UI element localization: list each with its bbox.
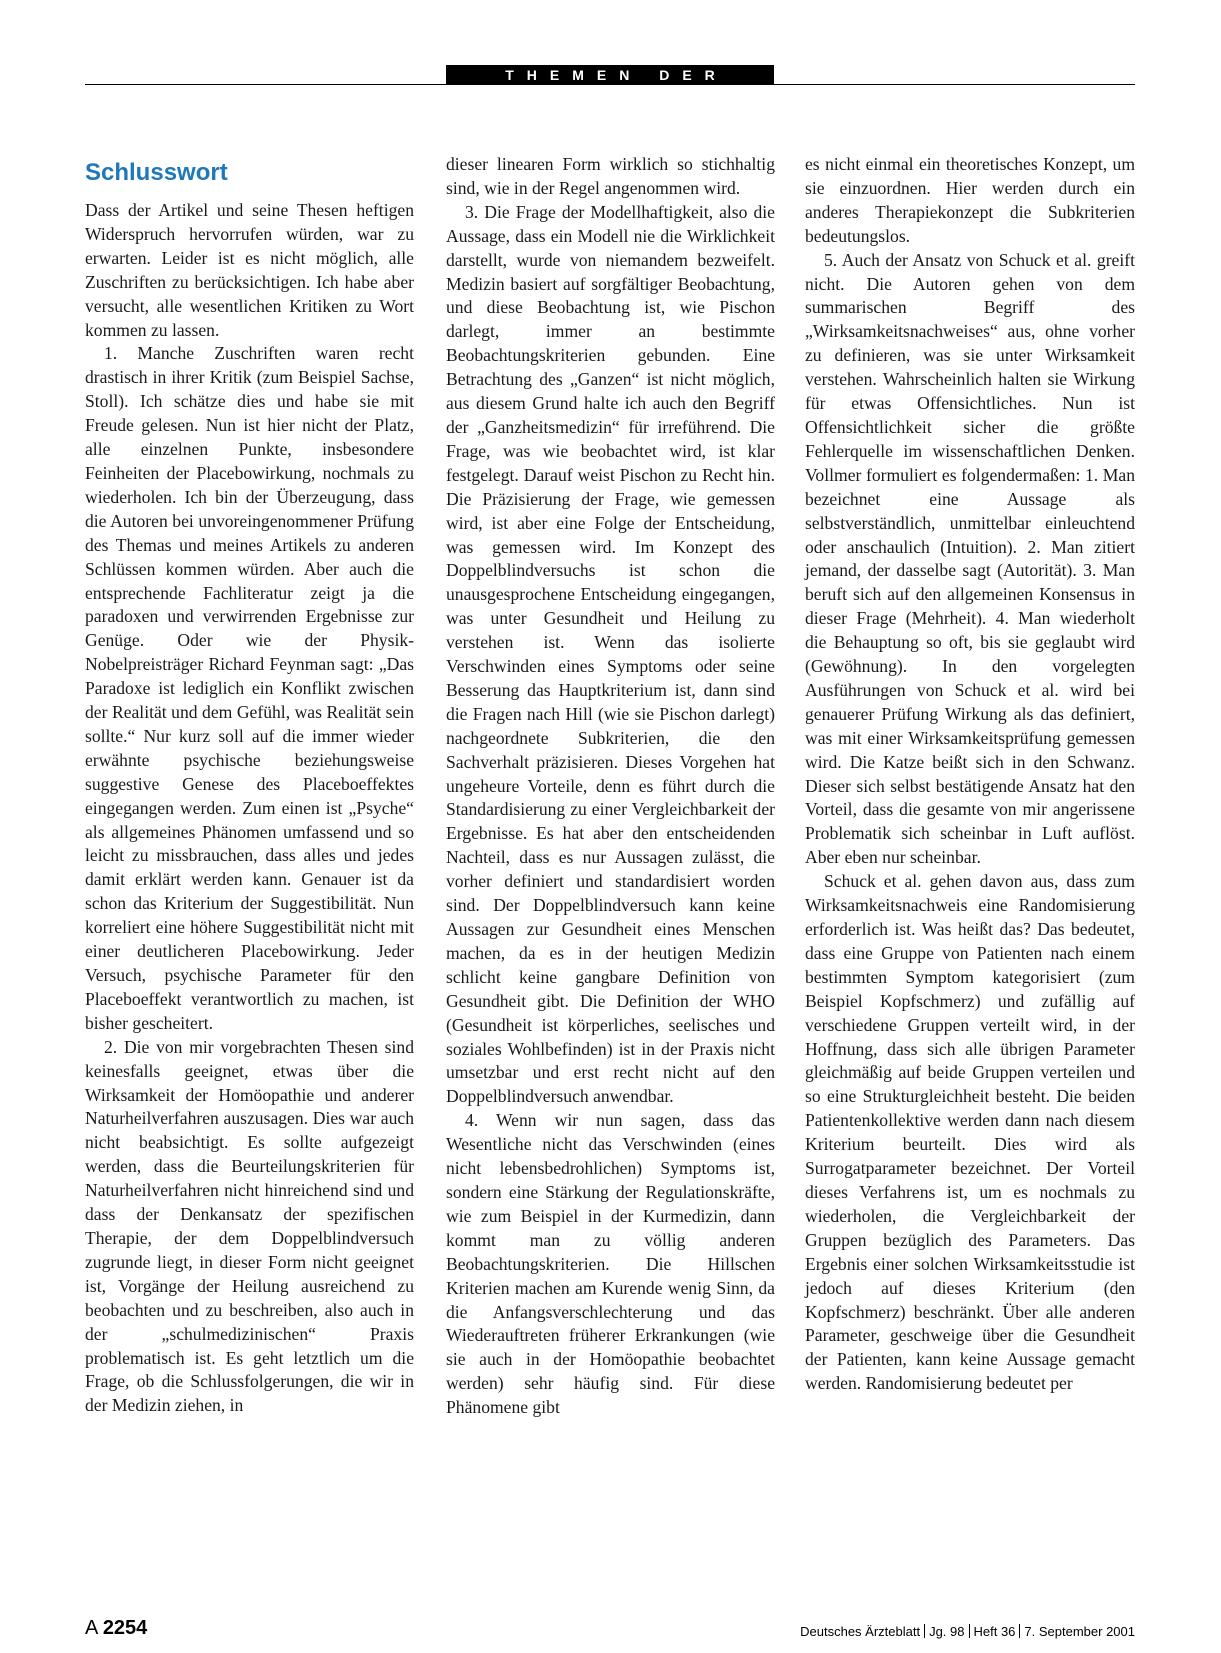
section-header-band: THEMEN DER ZEIT <box>446 65 774 85</box>
paragraph: 3. Die Frage der Modellhaftigkeit, also die Aussage, dass ein Modell nie die Wirklichkeit darstellt, wurde von niemandem bezweifelt. Medizin basiert auf sorgfältiger Beobachtung, und diese Beobachtung ist, wie Pischon darlegt, immer an bestimmte Beobachtungskriterien gebunden. Eine Betrachtung des „Ganzen“ ist nicht möglich, aus diesem Grund halte ich auch den Begriff der „Ganzheitsmedizin“ für irreführend. Die Frage, was wie beobachtet wird, ist klar festgelegt. Darauf weist Pischon zu Recht hin. Die Präzisierung der Frage, wie gemessen wird, ist aber eine Folge der Entscheidung, was gemessen wird. Im Konzept des Doppelblindversuchs ist schon die unausgesprochene Entscheidung eingegangen, was unter Gesundheit und Heilung zu verstehen ist. Wenn das isolierte Verschwinden eines Symptoms oder seine Besserung das Hauptkriterium ist, dann sind die Fragen nach Hill (wie sie Pischon darlegt) nachgeordnete Subkriterien, die den Sachverhalt präzisieren. Dieses Vorgehen hat ungeheure Vorteile, denn es führt durch die Standardisierung zu einer Vergleichbarkeit der Ergebnisse. Es hat aber den entscheidenden Nachteil, dass es nur Aussagen zulässt, die vorher definiert und standardisiert worden sind. Der Doppelblindversuch kann keine Aussagen zur Gesundheit eines Menschen machen, da es in der heutigen Medizin schlicht keine gangbare Definition von Gesundheit gibt. Die Definition der WHO (Gesundheit ist körperliches, seelisches und soziales Wohlbefinden) ist in der Praxis nicht umsetzbar und erst recht nicht auf den Doppelblindversuch anwendbar. <box>446 201 775 1107</box>
page-number-value: 2254 <box>102 1617 148 1639</box>
paragraph: Dass der Artikel und seine Thesen heftigen Widerspruch hervorrufen würden, war zu erwarten. Leider ist es nicht möglich, alle Zuschriften zu berücksichtigen. Ich habe aber versucht, alle wesentlichen Kritiken zu Wort kommen zu lassen. <box>85 200 414 340</box>
journal-name: Deutsches Ärzteblatt <box>800 1624 921 1639</box>
paragraph: es nicht einmal ein theoretisches Konzept, um sie einzuordnen. Hier werden durch ein anderes Therapiekonzept die Subkriterien bedeutungslos. <box>805 154 1135 246</box>
page-number <box>85 1617 147 1640</box>
paragraph: Schuck et al. gehen davon aus, dass zum Wirksamkeitsnachweis eine Randomisierung erforderlich ist. Was heißt das? Das bedeutet, dass eine Gruppe von Patienten nach einem bestimmten Symptom kategorisiert (zum Beispiel Kopfschmerz) und zufällig auf verschiedene Gruppen verteilt wird, in der Hoffnung, dass sich alle übrigen Parameter gleichmäßig auf beide Gruppen verteilen und so eine Strukturgleichheit besteht. Die beiden Patientenkollektive werden dann nach diesem Kriterium beurteilt. Dies wird als Surrogatparameter bezeichnet. Der Vorteil dieses Verfahrens ist, um es nochmals zu wiederholen, die Vergleichbarkeit der Gruppen bezüglich des Parameters. Das Ergebnis einer solchen Wirksamkeitsstudie ist jedoch auf dieses Kriterium (den Kopfschmerz) beschränkt. Über alle anderen Parameter, geschweige über die Gesundheit der Patienten, kann keine Aussage gemacht werden. Randomisierung bedeutet per <box>805 871 1135 1394</box>
paragraph: 4. Wenn wir nun sagen, dass das Wesentliche nicht das Verschwinden (eines nicht lebensbedrohlichen) Symptoms ist, sondern eine Stärkung der Regulationskräfte, wie zum Beispiel in der Kurmedizin, dann kommt man zu völlig anderen Beobachtungskriterien. Die Hillschen Kriterien machen am Kurende wenig Sinn, da die Anfangsverschlechterung und das Wiederauftreten früherer Erkrankungen (wie sie auch in der Homöopathie beobachtet werden) sehr häufig sind. Für diese Phänomene gibt <box>446 1110 775 1418</box>
text-column-2 <box>446 153 775 1420</box>
paragraph: 2. Die von mir vorgebrachten Thesen sind keinesfalls geeignet, etwas über die Wirksamkeit der Homöopathie und anderer Naturheilverfahren auszusagen. Dies war auch nicht beabsichtigt. Es sollte aufgezeigt werden, dass die Beurteilungskriterien für Naturheilverfahren nicht hinreichend sind und dass der Denkansatz der spezifischen Therapie, der dem Doppelblindversuch zugrunde liegt, in dieser Form nicht geeignet ist, Vorgänge der Heilung ausreichend zu beobachten und zu beschreiben, also auch in der „schulmedizinischen“ Praxis problematisch ist. Es geht letztlich um die Frage, ob die Schlussfolgerungen, die wir in der Medizin ziehen, in <box>85 1036 414 1416</box>
journal-citation <box>800 1624 1135 1639</box>
divider <box>969 1624 970 1638</box>
paragraph: 1. Manche Zuschriften waren recht drastisch in ihrer Kritik (zum Beispiel Sachse, Stoll). Ich schätze dies und habe sie mit Freude gelesen. Nun ist hier nicht der Platz, alle einzelnen Punkte, insbesondere Feinheiten der Placebowirkung, nochmals zu wiederholen. Ich bin der Überzeugung, dass die Autoren bei unvoreingenommener Prüfung des Themas und meines Artikels zu anderen Schlüssen kommen würden. Aber auch die entsprechende Fachliteratur zeigt ja die paradoxen und verwirrenden Ergebnisse zur Genüge. Oder wie der Physik-Nobelpreisträger Richard Feynman sagt: „Das Paradoxe ist lediglich ein Konflikt zwischen der Realität und dem Gefühl, was Realität sein sollte.“ Nur kurz soll auf die immer wieder erwähnte psychische beziehungsweise suggestive Genese des Placeboeffektes eingegangen werden. Zum einen ist „Psyche“ als allgemeines Phänomen umfassend und so leicht zu missbrauchen, dass alles und jedes damit erklärt werden kann. Genauer ist da schon das Kriterium der Suggestibilität. Nun korreliert eine höhere Suggestibilität nicht mit einer deutlicheren Placebowirkung. Jeder Versuch, psychische Parameter für den Placeboeffekt verantwortlich zu machen, ist bisher gescheitert. <box>85 343 414 1033</box>
journal-issue: Heft 36 <box>973 1624 1016 1639</box>
page-prefix: A <box>85 1617 98 1639</box>
divider <box>1019 1624 1020 1638</box>
text-column-3 <box>805 153 1135 1396</box>
article-title: Schlusswort <box>85 159 228 186</box>
issue-date: 7. September 2001 <box>1024 1624 1135 1639</box>
text-column-1 <box>85 199 414 1418</box>
paragraph: 5. Auch der Ansatz von Schuck et al. greift nicht. Die Autoren gehen von dem summarischen Begriff des „Wirksamkeitsnachweises“ aus, ohne vorher zu definieren, was sie unter Wirksamkeit verstehen. Wahrscheinlich halten sie Wirkung für etwas Offensichtliches. Nun ist Offensichtlichkeit sicher die größte Fehlerquelle im wissenschaftlichen Denken. Vollmer formuliert es folgendermaßen: 1. Man bezeichnet eine Aussage als selbstverständlich, unmittelbar einleuchtend oder anschaulich (Intuition). 2. Man zitiert jemand, der dasselbe sagt (Autorität). 3. Man beruft sich auf den allgemeinen Konsensus in dieser Frage (Mehrheit). 4. Man wiederholt die Behauptung so oft, bis sie geglaubt wird (Gewöhnung). In den vorgelegten Ausführungen von Schuck et al. wird bei genauerer Prüfung Wirkung als das definiert, was mit einer Wirksamkeitsprüfung gemessen wird. Die Katze beißt sich in den Schwanz. Dieser sich selbst bestätigende Ansatz hat den Vorteil, dass die gesamte von mir angerissene Problematik sich scheinbar in Luft auflöst. Aber eben nur scheinbar. <box>805 249 1135 868</box>
divider <box>924 1624 925 1638</box>
journal-volume: Jg. 98 <box>929 1624 965 1639</box>
paragraph: dieser linearen Form wirklich so stichhaltig sind, wie in der Regel angenommen wird. <box>446 154 775 198</box>
